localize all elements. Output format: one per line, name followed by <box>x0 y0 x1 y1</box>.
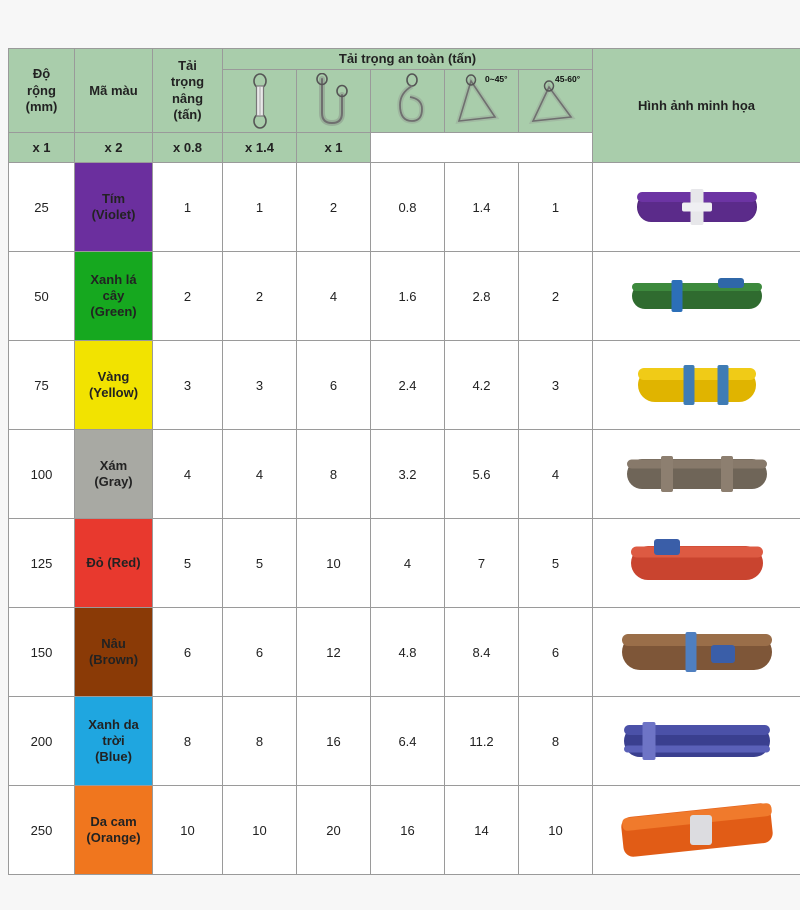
cell-color <box>75 341 153 430</box>
basket-choked-sling-icon <box>374 72 441 130</box>
cell-load-0: 6 <box>223 608 297 697</box>
cell-load-3: 1.4 <box>445 163 519 252</box>
header-config-two-leg-0-45 <box>445 70 519 133</box>
color-name-en: (Green) <box>90 304 137 320</box>
header-config-basket-choked <box>371 70 445 133</box>
cell-width: 50 <box>9 252 75 341</box>
cell-load-3: 11.2 <box>445 697 519 786</box>
header-width <box>9 49 75 133</box>
green-webbing-sling-photo <box>593 252 800 341</box>
color-name: Xanh da trời <box>88 716 139 749</box>
color-name: Nâu <box>101 636 126 651</box>
violet-webbing-sling-photo <box>593 163 800 252</box>
cell-load-2: 3.2 <box>371 430 445 519</box>
table-body <box>9 163 800 875</box>
cell-load-1: 2 <box>297 163 371 252</box>
cell-color <box>75 608 153 697</box>
cell-rated-load: 2 <box>153 252 223 341</box>
header-config-choker-double <box>297 70 371 133</box>
table-header <box>9 49 800 163</box>
color-name: Đỏ (Red) <box>86 555 141 571</box>
cell-load-0: 5 <box>223 519 297 608</box>
cell-load-2: 4 <box>371 519 445 608</box>
header-rated-load-line1: Tải <box>178 58 197 74</box>
color-name-en: (Brown) <box>88 652 139 668</box>
cell-load-4: 3 <box>519 341 593 430</box>
cell-load-2: 0.8 <box>371 163 445 252</box>
cell-load-4: 5 <box>519 519 593 608</box>
table-row <box>9 786 800 875</box>
orange-webbing-sling-photo <box>593 786 800 875</box>
cell-load-3: 14 <box>445 786 519 875</box>
svg-text:45-60°: 45-60° <box>554 74 580 85</box>
cell-load-4: 8 <box>519 697 593 786</box>
color-name: Tím <box>101 191 126 206</box>
red-webbing-sling-photo <box>593 519 800 608</box>
header-multiplier-4: x 1 <box>297 133 371 163</box>
cell-width: 100 <box>9 430 75 519</box>
cell-load-1: 4 <box>297 252 371 341</box>
color-name-en: (Blue) <box>95 749 132 765</box>
cell-color <box>75 163 153 252</box>
cell-load-2: 16 <box>371 786 445 875</box>
header-rated-load <box>153 49 223 133</box>
header-safe-load-group: Tải trọng an toàn (tấn) <box>223 49 593 70</box>
header-multiplier-3: x 1.4 <box>223 133 297 163</box>
table-row <box>9 163 800 252</box>
cell-load-1: 6 <box>297 341 371 430</box>
svg-text:0~45°: 0~45° <box>484 74 508 85</box>
cell-load-0: 3 <box>223 341 297 430</box>
cell-load-4: 6 <box>519 608 593 697</box>
choker-double-leg-icon <box>300 72 367 130</box>
header-multiplier-0: x 1 <box>9 133 75 163</box>
header-multiplier-2: x 0.8 <box>153 133 223 163</box>
cell-load-0: 2 <box>223 252 297 341</box>
cell-load-4: 1 <box>519 163 593 252</box>
cell-load-3: 5.6 <box>445 430 519 519</box>
cell-load-4: 2 <box>519 252 593 341</box>
cell-load-0: 8 <box>223 697 297 786</box>
header-width-line1: Độ <box>32 66 51 82</box>
cell-rated-load: 1 <box>153 163 223 252</box>
cell-rated-load: 10 <box>153 786 223 875</box>
cell-color <box>75 697 153 786</box>
cell-load-1: 8 <box>297 430 371 519</box>
header-rated-load-line4: (tấn) <box>173 106 202 122</box>
cell-load-3: 7 <box>445 519 519 608</box>
brown-webbing-sling-photo <box>593 608 800 697</box>
gray-webbing-sling-photo <box>593 430 800 519</box>
table-row <box>9 519 800 608</box>
cell-load-3: 8.4 <box>445 608 519 697</box>
straight-sling-icon <box>226 72 293 130</box>
cell-color <box>75 430 153 519</box>
cell-load-1: 20 <box>297 786 371 875</box>
cell-width: 25 <box>9 163 75 252</box>
header-illustration: Hình ảnh minh họa <box>593 49 800 163</box>
cell-load-0: 1 <box>223 163 297 252</box>
cell-load-4: 10 <box>519 786 593 875</box>
cell-load-2: 4.8 <box>371 608 445 697</box>
cell-color <box>75 519 153 608</box>
cell-width: 125 <box>9 519 75 608</box>
color-name: Xám <box>99 458 128 473</box>
cell-load-2: 1.6 <box>371 252 445 341</box>
cell-width: 200 <box>9 697 75 786</box>
color-name-en: (Gray) <box>94 474 133 490</box>
color-name-en: (Orange) <box>86 830 141 846</box>
cell-color <box>75 252 153 341</box>
cell-load-1: 16 <box>297 697 371 786</box>
table-row <box>9 430 800 519</box>
two-leg-sling-0-45-icon <box>448 72 515 130</box>
cell-rated-load: 5 <box>153 519 223 608</box>
header-rated-load-line2: trọng <box>170 74 205 90</box>
header-multiplier-1: x 2 <box>75 133 153 163</box>
header-color-code: Mã màu <box>75 49 153 133</box>
header-config-two-leg-45-60 <box>519 70 593 133</box>
color-name: Da cam <box>90 814 137 829</box>
table-row <box>9 697 800 786</box>
blue-webbing-sling-photo <box>593 697 800 786</box>
color-name: Xanh lá cây <box>90 271 137 304</box>
cell-load-2: 6.4 <box>371 697 445 786</box>
cell-load-0: 10 <box>223 786 297 875</box>
table-row <box>9 252 800 341</box>
table-row <box>9 341 800 430</box>
cell-load-3: 4.2 <box>445 341 519 430</box>
cell-rated-load: 4 <box>153 430 223 519</box>
color-name-en: (Violet) <box>91 207 136 223</box>
cell-load-3: 2.8 <box>445 252 519 341</box>
cell-load-0: 4 <box>223 430 297 519</box>
header-config-straight <box>223 70 297 133</box>
cell-rated-load: 3 <box>153 341 223 430</box>
cell-width: 75 <box>9 341 75 430</box>
cell-rated-load: 8 <box>153 697 223 786</box>
two-leg-sling-45-60-icon <box>522 72 589 130</box>
cell-color <box>75 786 153 875</box>
cell-rated-load: 6 <box>153 608 223 697</box>
cell-width: 250 <box>9 786 75 875</box>
sling-capacity-table <box>8 48 800 875</box>
color-name: Vàng <box>97 369 130 384</box>
header-width-line2: rộng <box>27 82 56 98</box>
cell-load-2: 2.4 <box>371 341 445 430</box>
cell-load-1: 12 <box>297 608 371 697</box>
color-name-en: (Yellow) <box>88 385 139 401</box>
header-width-line3: (mm) <box>25 98 58 114</box>
table-row <box>9 608 800 697</box>
header-rated-load-line3: nâng <box>171 90 204 106</box>
cell-width: 150 <box>9 608 75 697</box>
cell-load-1: 10 <box>297 519 371 608</box>
yellow-webbing-sling-photo <box>593 341 800 430</box>
cell-load-4: 4 <box>519 430 593 519</box>
